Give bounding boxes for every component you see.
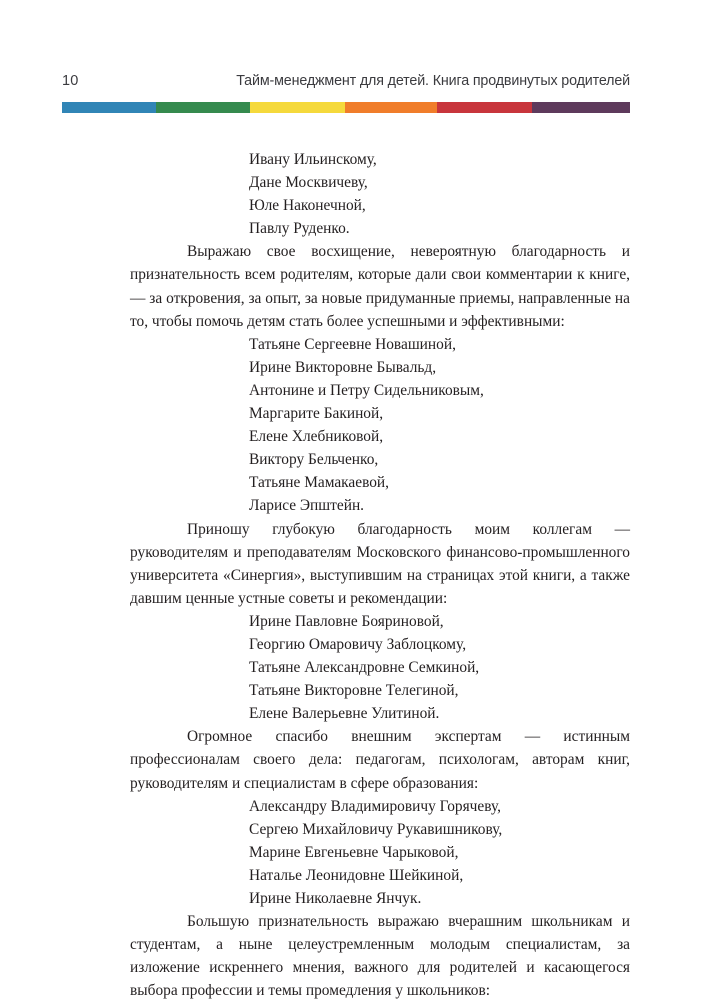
rule-segment-blue: [62, 102, 156, 113]
dedication-name-list: [130, 610, 630, 725]
dedication-name: Наталье Леонидовне Шейкиной,: [249, 866, 464, 884]
dedication-name: Ларисе Эпштейн.: [249, 497, 365, 515]
dedication-name-list: [130, 795, 630, 910]
dedication-name: Ирине Викторовне Бывальд,: [249, 358, 437, 376]
rainbow-divider: [62, 102, 630, 113]
running-header: [62, 74, 630, 98]
dedication-name: Георгию Омаровичу Заблоцкому,: [249, 635, 467, 653]
body-paragraph: Выражаю свое восхищение, невероятную благодарность и признательность всем родителям, которые дали свои комментарии к книге, — за откровения, за опыт, за новые придуманные приемы, направленные на то, чтобы помочь детям стать более успешными и эффективными:: [130, 243, 630, 330]
dedication-name: Виктору Бельченко,: [249, 451, 379, 469]
body-paragraph: Большую признательность выражаю вчерашним школьникам и студентам, а ныне целеустремленным молодым специалистам, за изложение искреннего мнения, важного для родителей и касающегося выбора профессии и темы промедления у школьников:: [130, 913, 630, 1000]
dedication-name: Сергею Михайловичу Рукавишникову,: [249, 820, 503, 838]
rule-segment-yellow: [250, 102, 345, 113]
dedication-name: Татьяне Мамакаевой,: [249, 474, 390, 492]
dedication-name: Марине Евгеньевне Чарыковой,: [249, 843, 459, 861]
page-number: 10: [62, 73, 79, 89]
rule-segment-red: [437, 102, 532, 113]
dedication-name: Елене Валерьевне Улитиной.: [249, 705, 440, 723]
running-title: Тайм-менеджмент для детей. Книга продвинутых родителей: [236, 73, 630, 89]
dedication-name: Ирине Павловне Бояриновой,: [249, 612, 444, 630]
dedication-name-list: [130, 333, 630, 518]
dedication-name: Ивану Ильинскому,: [249, 151, 377, 168]
dedication-name: Юле Наконечной,: [249, 197, 366, 215]
dedication-name: Павлу Руденко.: [249, 220, 350, 238]
dedication-name: Татьяне Викторовне Телегиной,: [249, 682, 459, 700]
dedication-name: Татьяне Сергеевне Новашиной,: [249, 335, 456, 353]
dedication-name: Татьяне Александровне Семкиной,: [249, 659, 480, 677]
page-text-column: [130, 148, 630, 1002]
dedication-name: Антонине и Петру Сидельниковым,: [249, 381, 484, 399]
dedication-name: Дане Москвичеву,: [249, 174, 368, 192]
dedication-name: Маргарите Бакиной,: [249, 405, 384, 423]
rule-segment-purple: [532, 102, 630, 113]
body-paragraph: Приношу глубокую благодарность моим коллегам — руководителям и преподавателям Московского финансово-промышленного университета «Синергия», выступившим на страницах этой книги, а также давшим ценные устные советы и рекомендации:: [130, 520, 630, 607]
rule-segment-green: [156, 102, 250, 113]
rule-segment-orange: [345, 102, 437, 113]
body-paragraph: Огромное спасибо внешним экспертам — истинным профессионалам своего дела: педагогам, психологам, авторам книг, руководителям и специалистам в сфере образования:: [130, 728, 630, 792]
dedication-name-list: [130, 148, 630, 240]
dedication-name: Ирине Николаевне Янчук.: [249, 890, 422, 907]
dedication-name: Александру Владимировичу Горячеву,: [249, 797, 501, 815]
dedication-name: Елене Хлебниковой,: [249, 428, 384, 446]
